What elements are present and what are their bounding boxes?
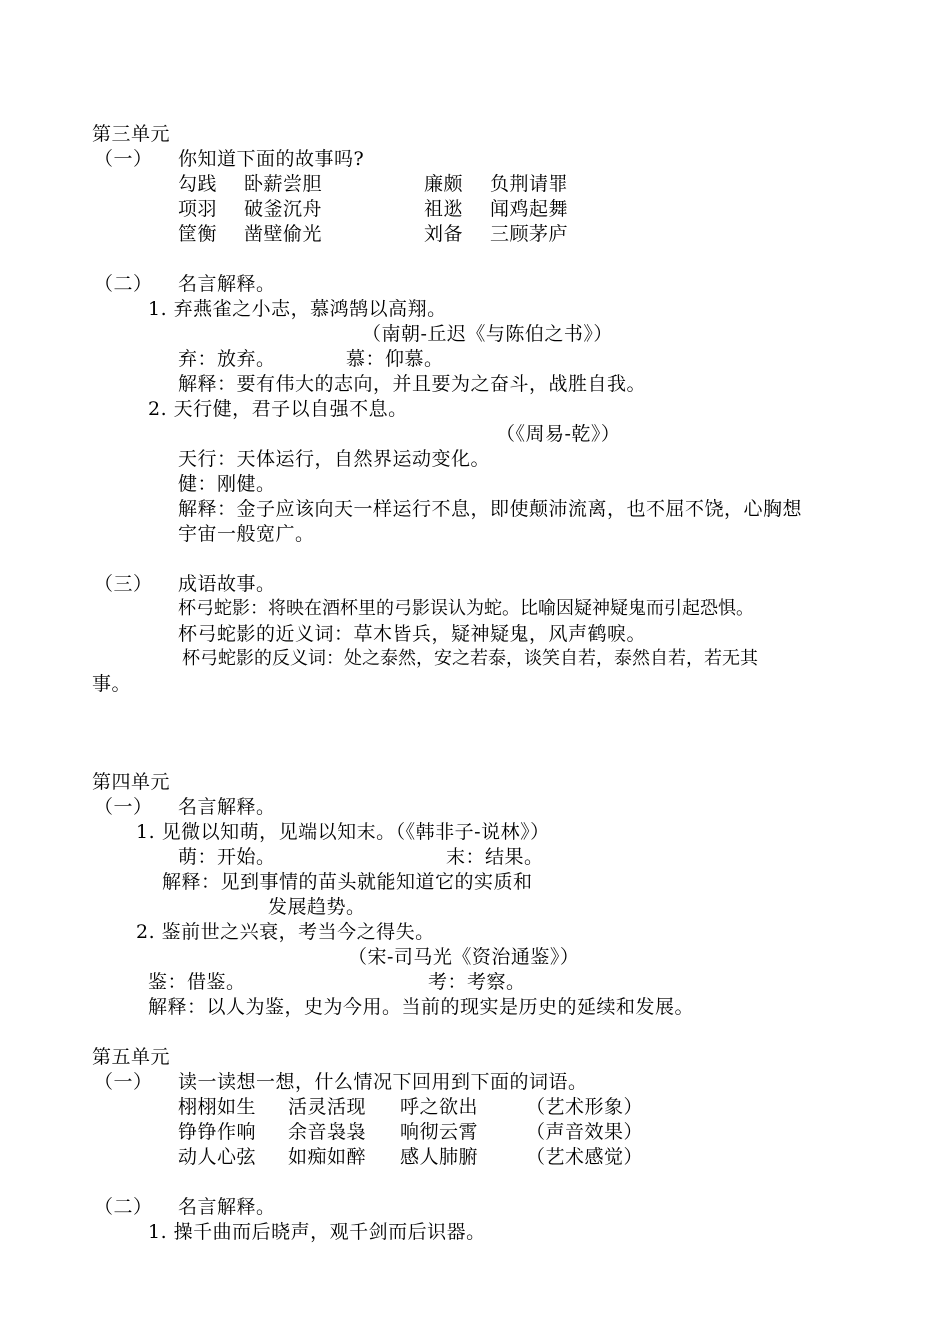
unit5-s2-heading: 名言解释。 (178, 1196, 276, 1218)
unit3-s2-heading: 名言解释。 (178, 273, 276, 295)
word-definition: 慕：仰慕。 (346, 348, 444, 370)
unit5-title: 第五单元 (92, 1046, 171, 1068)
unit3-s1-marker: （一） (94, 148, 153, 170)
explanation-continued: 宇宙一般宽广。 (178, 523, 315, 545)
explanation: 解释：金子应该向天一样运行不息，即使颠沛流离，也不屈不饶，心胸想 (178, 498, 803, 520)
phrase: 动人心弦 (178, 1146, 257, 1168)
quote: 2. 天行健，君子以自强不息。 (148, 398, 408, 420)
story-idiom: 凿壁偷光 (244, 223, 323, 245)
word-definition: 考：考察。 (428, 971, 526, 993)
story-person: 筐衡 (178, 223, 218, 245)
story-idiom: 破釜沉舟 (244, 198, 323, 220)
explanation: 解释：以人为鉴，史为今用。当前的现实是历史的延续和发展。 (148, 996, 695, 1018)
word-definition: 萌：开始。 (178, 846, 276, 868)
unit4-s1-marker: （一） (94, 796, 153, 818)
unit4-s1-heading: 名言解释。 (178, 796, 276, 818)
quote: 2. 鉴前世之兴衰，考当今之得失。 (136, 921, 435, 943)
story-person: 勾践 (178, 173, 218, 195)
phrase: 响彻云霄 (400, 1121, 479, 1143)
story-person: 祖逖 (424, 198, 464, 220)
idiom-antonyms-continued: 事。 (92, 673, 132, 695)
unit3-s3-heading: 成语故事。 (178, 573, 276, 595)
quote: 1. 操千曲而后晓声，观千剑而后识器。 (148, 1221, 486, 1243)
idiom-antonyms: 杯弓蛇影的反义词：处之泰然，安之若泰，谈笑自若，泰然自若，若无其 (182, 648, 758, 669)
phrase: 铮铮作响 (178, 1121, 257, 1143)
unit5-s2-marker: （二） (94, 1196, 153, 1218)
story-person: 刘备 (424, 223, 464, 245)
story-person: 廉颇 (424, 173, 464, 195)
story-idiom: 闻鸡起舞 (490, 198, 569, 220)
phrase: 活灵活现 (288, 1096, 367, 1118)
phrase: 栩栩如生 (178, 1096, 257, 1118)
unit5-s1-marker: （一） (94, 1071, 153, 1093)
story-idiom: 负荆请罪 (490, 173, 569, 195)
quote-source: （《周易-乾》） (496, 423, 621, 445)
phrase-category: （艺术感觉） (526, 1146, 644, 1168)
idiom-definition: 杯弓蛇影：将映在酒杯里的弓影误认为蛇。比喻因疑神疑鬼而引起恐惧。 (178, 598, 754, 619)
quote-source: （南朝-丘迟《与陈伯之书》） (362, 323, 613, 345)
unit3-s3-marker: （三） (94, 573, 153, 595)
unit4-title: 第四单元 (92, 771, 171, 793)
quote-source: （宋-司马光《资治通鉴》） (348, 946, 580, 968)
word-definition: 弃：放弃。 (178, 348, 276, 370)
story-idiom: 卧薪尝胆 (244, 173, 323, 195)
phrase: 呼之欲出 (400, 1096, 479, 1118)
quote: 1. 弃燕雀之小志，慕鸿鹄以高翔。 (148, 298, 447, 320)
phrase: 如痴如醉 (288, 1146, 367, 1168)
unit3-title: 第三单元 (92, 123, 171, 145)
story-person: 项羽 (178, 198, 218, 220)
unit3-s2-marker: （二） (94, 273, 153, 295)
unit3-s1-heading: 你知道下面的故事吗? (178, 148, 365, 170)
word-definition: 健：刚健。 (178, 473, 276, 495)
word-definition: 鉴：借鉴。 (148, 971, 246, 993)
explanation-continued: 发展趋势。 (268, 896, 366, 918)
idiom-synonyms: 杯弓蛇影的近义词：草木皆兵，疑神疑鬼，风声鹤唳。 (178, 623, 647, 645)
story-idiom: 三顾茅庐 (490, 223, 569, 245)
word-definition: 天行：天体运行，自然界运动变化。 (178, 448, 491, 470)
unit5-s1-heading: 读一读想一想，什么情况下回用到下面的词语。 (178, 1071, 588, 1093)
phrase: 余音袅袅 (288, 1121, 367, 1143)
explanation: 解释：要有伟大的志向，并且要为之奋斗，战胜自我。 (178, 373, 647, 395)
explanation: 解释：见到事情的苗头就能知道它的实质和 (162, 871, 533, 893)
phrase-category: （艺术形象） (526, 1096, 644, 1118)
phrase: 感人肺腑 (400, 1146, 479, 1168)
word-definition: 末：结果。 (446, 846, 544, 868)
phrase-category: （声音效果） (526, 1121, 644, 1143)
quote: 1. 见微以知萌，见端以知末。（《韩非子-说林》） (136, 821, 550, 843)
